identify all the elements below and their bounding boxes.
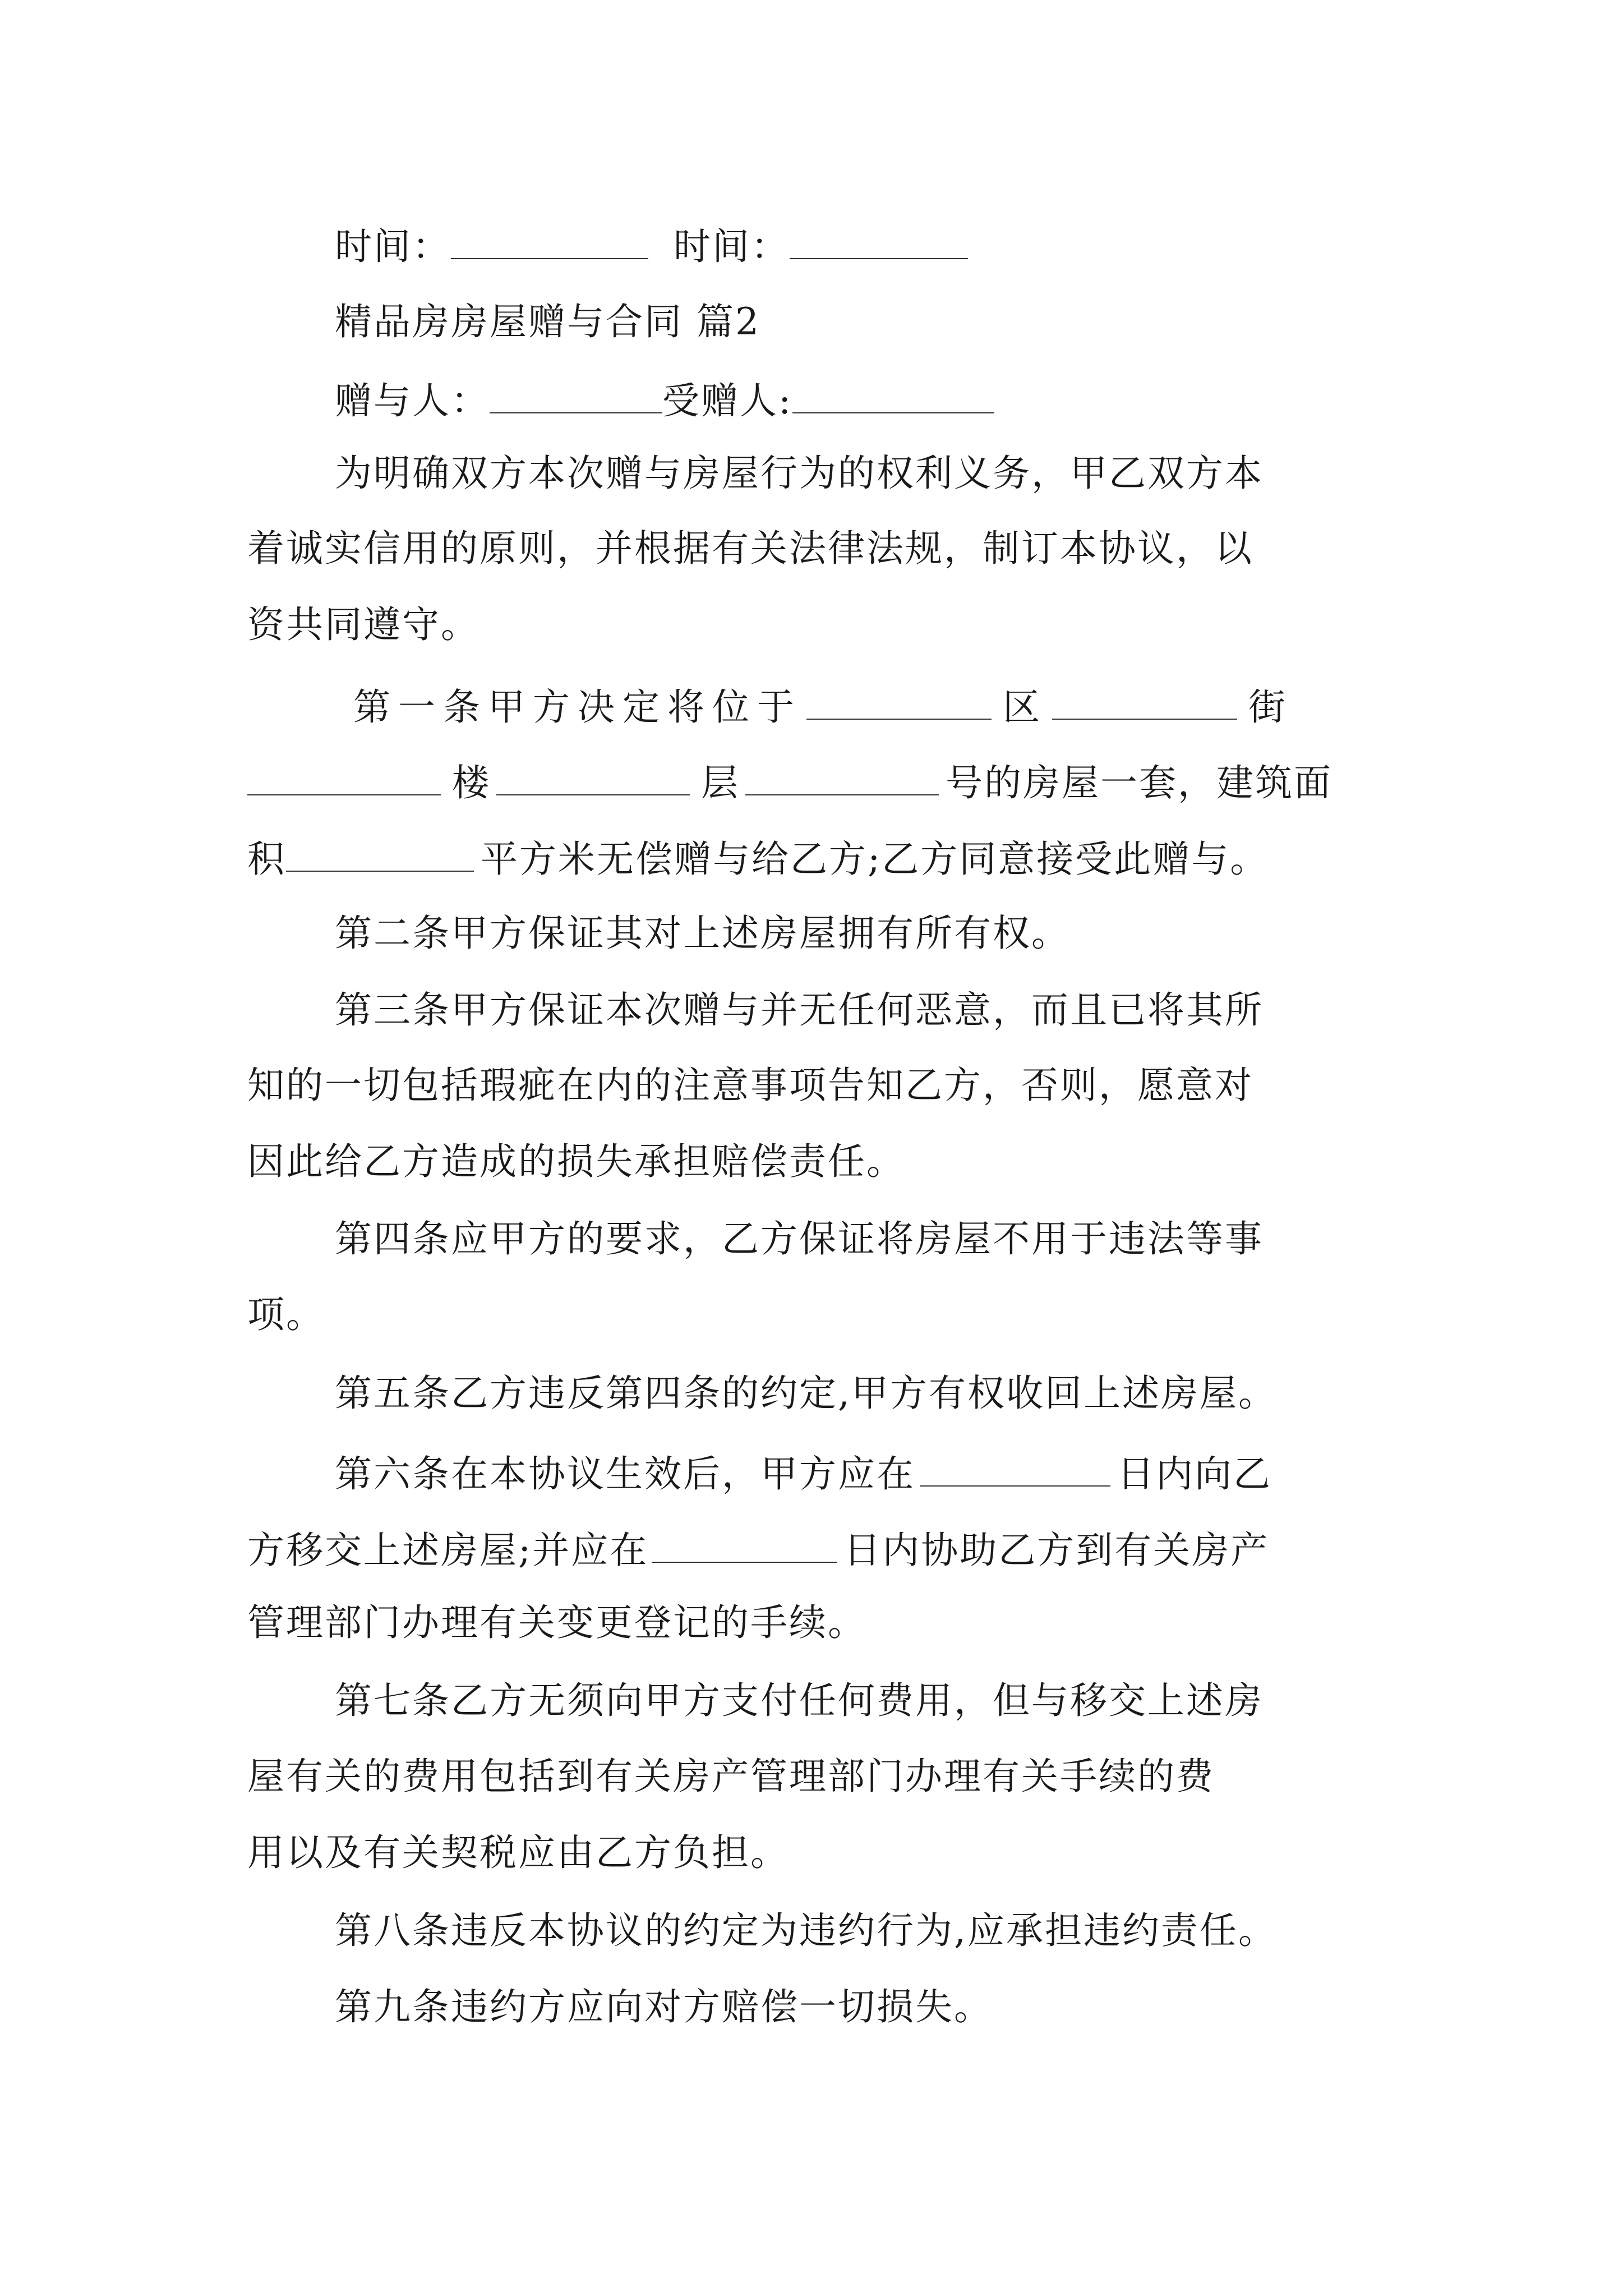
article1-text-area-label: 积 bbox=[247, 838, 286, 881]
article3-line-2: 知的一切包括瑕疵在内的注意事项告知乙方，否则，愿意对 bbox=[247, 1064, 1253, 1107]
article1-text-floor: 层 bbox=[701, 761, 740, 804]
handover-days-blank[interactable] bbox=[920, 1452, 1110, 1487]
article7-line-3: 用以及有关契税应由乙方负担。 bbox=[247, 1831, 789, 1874]
preamble-line-3: 资共同遵守。 bbox=[247, 603, 479, 646]
time-label-first: 时间： bbox=[335, 225, 451, 268]
article3-line-3: 因此给乙方造成的损失承担赔偿责任。 bbox=[247, 1140, 905, 1183]
time-line bbox=[335, 224, 968, 268]
donor-blank[interactable] bbox=[490, 379, 662, 413]
article2-line: 第二条甲方保证其对上述房屋拥有所有权。 bbox=[335, 912, 1070, 955]
article1-text-number: 号的房屋一套，建筑面 bbox=[946, 761, 1332, 804]
article6-line-1 bbox=[335, 1452, 1272, 1496]
article1-text-building: 楼 bbox=[452, 761, 491, 804]
donor-label: 赠与人： bbox=[335, 379, 490, 422]
article1-line-2 bbox=[247, 761, 1332, 802]
time-label-second: 时间： bbox=[674, 225, 790, 268]
article1-text-area-rest: 平方米无偿赠与给乙方;乙方同意接受此赠与。 bbox=[481, 838, 1269, 881]
article8-line: 第八条违反本协议的约定为违约行为,应承担违约责任。 bbox=[335, 1909, 1277, 1952]
article6-text-a: 第六条在本协议生效后，甲方应在 bbox=[335, 1452, 915, 1496]
article3-line-1: 第三条甲方保证本次赠与并无任何恶意，而且已将其所 bbox=[335, 988, 1264, 1032]
article6-text-d: 日内协助乙方到有关房产 bbox=[843, 1529, 1270, 1572]
article4-line-2: 项。 bbox=[247, 1293, 325, 1336]
building-blank[interactable] bbox=[247, 761, 441, 795]
article1-text-district: 区 bbox=[1003, 685, 1048, 729]
article6-line-3: 管理部门办理有关变更登记的手续。 bbox=[247, 1601, 866, 1644]
registration-days-blank[interactable] bbox=[652, 1528, 837, 1563]
article9-line: 第九条违约方应向对方赔偿一切损失。 bbox=[335, 1985, 993, 2028]
article1-text-a: 第一条甲方决定将位于 bbox=[353, 685, 802, 729]
donee-blank[interactable] bbox=[792, 379, 994, 413]
time-blank-first[interactable] bbox=[451, 224, 648, 259]
article6-line-2 bbox=[247, 1528, 1270, 1572]
article1-line-3 bbox=[247, 837, 1269, 881]
area-blank[interactable] bbox=[286, 837, 474, 872]
number-blank[interactable] bbox=[745, 761, 939, 795]
district-blank-pre[interactable] bbox=[806, 685, 992, 720]
article4-line-1: 第四条应甲方的要求，乙方保证将房屋不用于违法等事 bbox=[335, 1217, 1264, 1260]
article7-line-2: 屋有关的费用包括到有关房产管理部门办理有关手续的费 bbox=[247, 1755, 1215, 1798]
article7-line-1: 第七条乙方无须向甲方支付任何费用，但与移交上述房 bbox=[335, 1679, 1264, 1722]
parties-line bbox=[335, 379, 994, 420]
article1-text-street: 街 bbox=[1248, 685, 1293, 729]
street-blank[interactable] bbox=[1052, 685, 1237, 720]
article6-text-b: 日内向乙 bbox=[1117, 1452, 1272, 1496]
article1-line-1 bbox=[353, 685, 1293, 729]
donee-label: 受赠人: bbox=[662, 379, 793, 422]
article5-line: 第五条乙方违反第四条的约定,甲方有权收回上述房屋。 bbox=[335, 1372, 1277, 1415]
section-title: 精品房房屋赠与合同 篇2 bbox=[335, 300, 760, 343]
time-blank-second[interactable] bbox=[790, 224, 968, 259]
article6-text-c: 方移交上述房屋;并应在 bbox=[247, 1529, 649, 1572]
preamble-line-1: 为明确双方本次赠与房屋行为的权利义务，甲乙双方本 bbox=[335, 452, 1264, 495]
preamble-line-2: 着诚实信用的原则，并根据有关法律法规，制订本协议，以 bbox=[247, 527, 1253, 570]
floor-blank[interactable] bbox=[496, 761, 690, 795]
